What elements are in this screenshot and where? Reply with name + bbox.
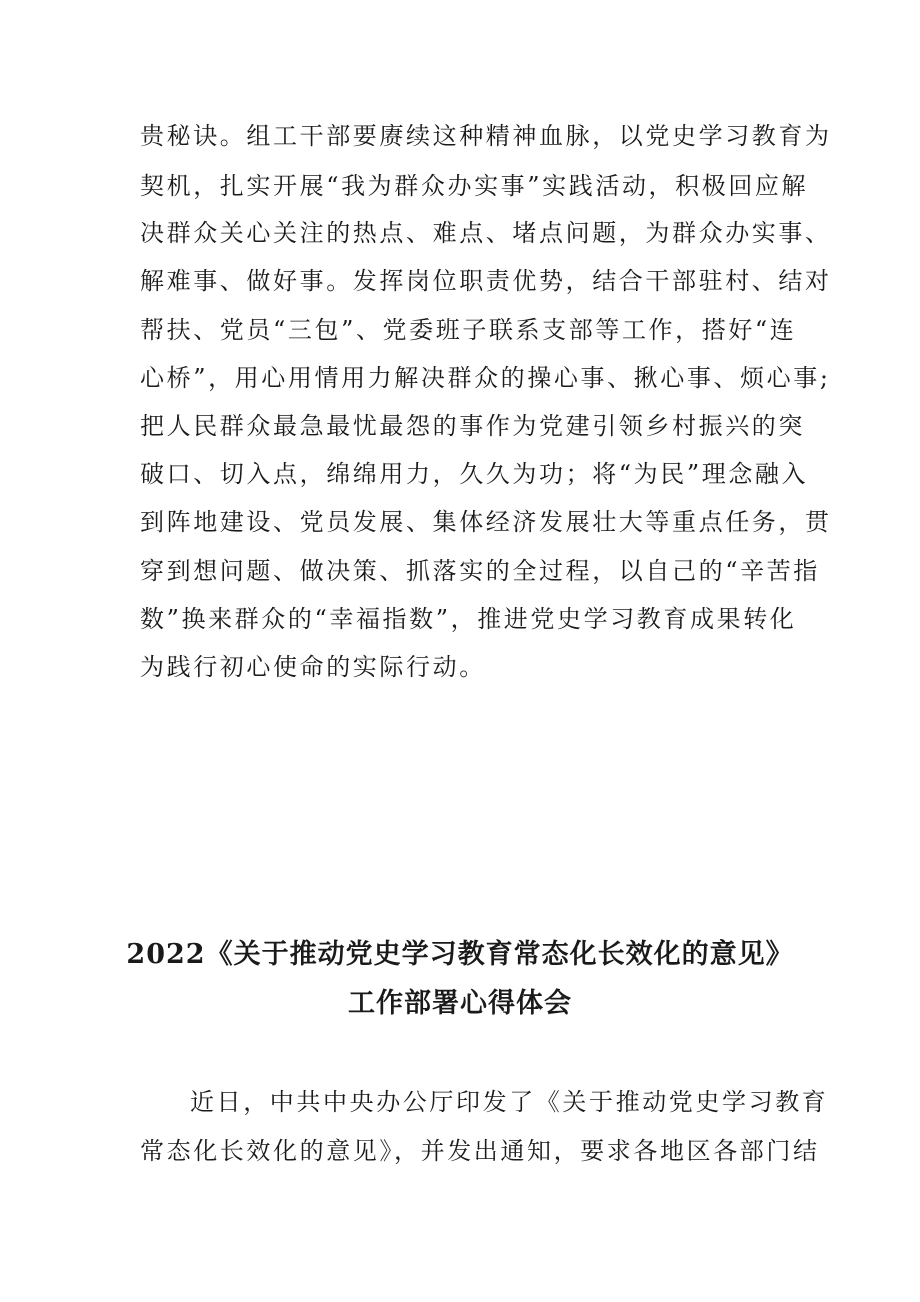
heading-line-2: 工作部署心得体会: [348, 988, 572, 1019]
paragraph-line: 近日，中共中央办公厅印发了《关于推动党史学习教育: [190, 1088, 829, 1116]
paragraph-line: 为践行初心使命的实际行动。: [140, 653, 486, 681]
paragraph-line: 把人民群众最急最忧最怨的事作为党建引领乡村振兴的突: [140, 412, 805, 440]
paragraph-line: 解难事、做好事。发挥岗位职责优势，结合干部驻村、结对: [140, 267, 832, 295]
paragraph-line: 帮扶、党员“三包”、党委班子联系支部等工作，搭好“连: [140, 316, 797, 344]
paragraph-line: 破口、切入点，绵绵用力，久久为功；将“为民”理念融入: [140, 460, 809, 488]
paragraph-line: 贵秘诀。组工干部要赓续这种精神血脉，以党史学习教育为: [140, 122, 832, 150]
paragraph-line: 决群众关心关注的热点、难点、堵点问题，为群众办实事、: [140, 219, 832, 247]
paragraph-line: 穿到想问题、做决策、抓落实的全过程，以自己的“辛苦指: [140, 557, 820, 585]
paragraph-line: 心桥”，用心用情用力解决群众的操心事、揪心事、烦心事;: [140, 364, 831, 392]
heading-line-1: 2022《关于推动党史学习教育常态化长效化的意见》: [126, 939, 794, 970]
paragraph-line: 数”换来群众的“幸福指数”，推进党史学习教育成果转化: [140, 605, 797, 633]
paragraph-line: 常态化长效化的意见》，并发出通知，要求各地区各部门结: [140, 1137, 820, 1165]
paragraph-line: 契机，扎实开展“我为群众办实事”实践活动，积极回应解: [140, 172, 809, 200]
paragraph-line: 到阵地建设、党员发展、集体经济发展壮大等重点任务，贯: [140, 508, 832, 536]
